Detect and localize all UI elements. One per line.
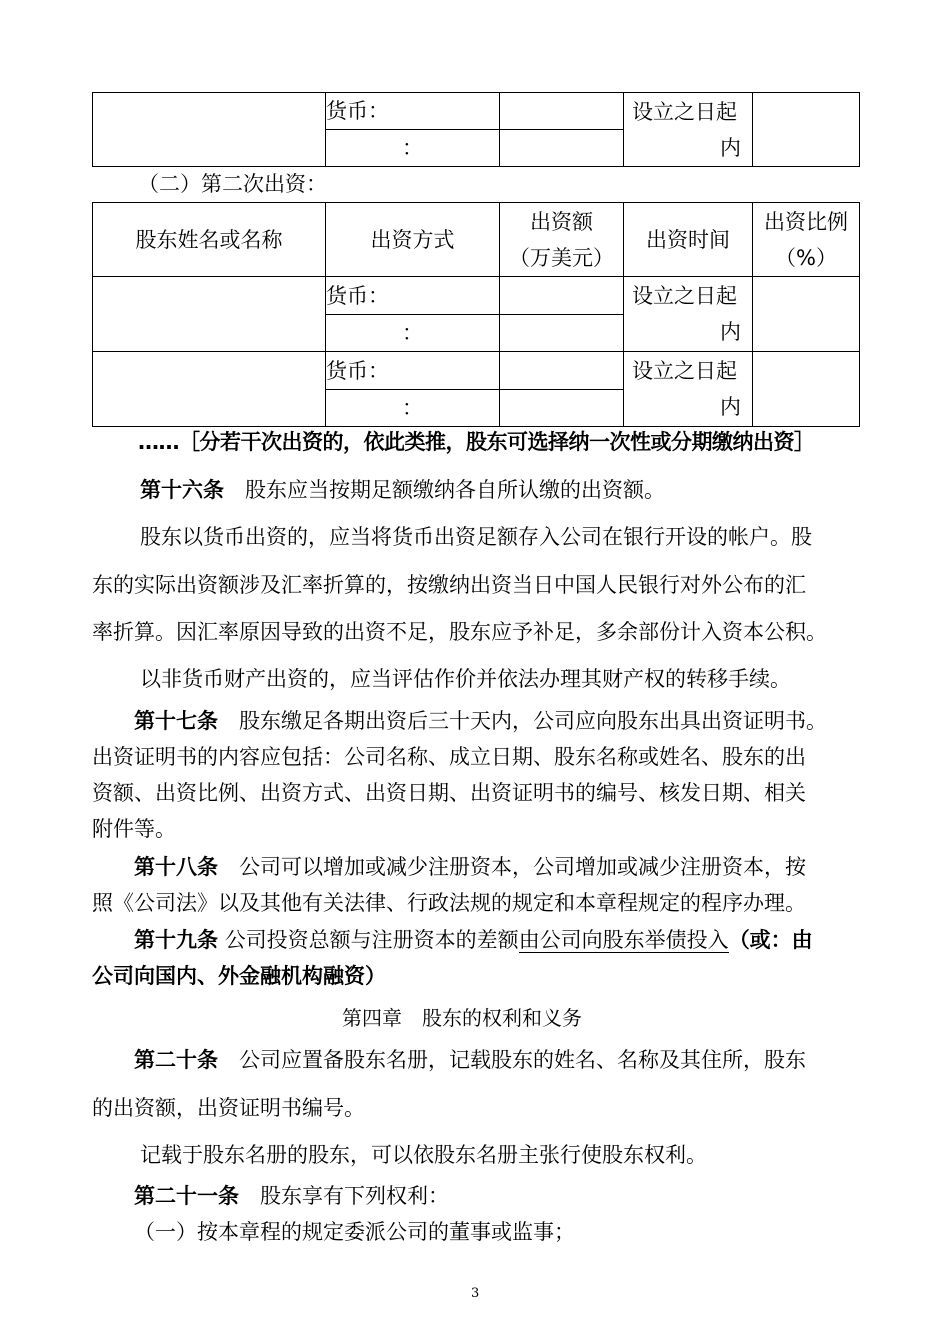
section-second-contribution-label: （二）第二次出资： — [138, 172, 327, 196]
article-19-line-1a: 公司投资总额与注册资本的差额 — [224, 928, 519, 952]
article-16-title: 第十六条 — [140, 478, 224, 502]
time-line-1: 设立之日起 — [632, 99, 737, 124]
article-16-p2-line-1: 股东以货币出资的，应当将货币出资足额存入公司在银行开设的帐户。股 — [140, 525, 812, 549]
time-cell — [624, 93, 753, 167]
article-17-line-4: 附件等。 — [92, 817, 176, 841]
chapter-heading: 第四章 股东的权利和义务 — [342, 1006, 582, 1030]
table-row-method: 货币： — [326, 277, 500, 315]
article-16-p2-line-2: 东的实际出资额涉及汇率折算的，按缴纳出资当日中国人民银行对外公布的汇 — [92, 573, 806, 597]
amount-cell-2 — [500, 130, 624, 167]
article-16-text: 股东应当按期足额缴纳各自所认缴的出资额。 — [245, 478, 665, 502]
table-row-name — [93, 352, 326, 427]
article-18-line-2: 照《公司法》以及其他有关法律、行政法规的规定和本章程规定的程序办理。 — [92, 891, 806, 915]
table-row-ratio — [753, 277, 860, 352]
article-19-line-1b: 由公司向股东举债投入 — [518, 928, 729, 952]
header-amount-line-1: 出资额 — [530, 209, 593, 234]
table-row-amount — [500, 352, 624, 390]
time-line-2: 内 — [720, 135, 741, 160]
table-row-ratio — [753, 352, 860, 427]
table-row-time — [624, 352, 753, 427]
table-row-amount-2 — [500, 315, 624, 352]
article-20-line-1: 公司应置备股东名册，记载股东的姓名、名称及其住所，股东 — [239, 1048, 806, 1072]
article-17-line-3: 资额、出资比例、出资方式、出资日期、出资证明书的编号、核发日期、相关 — [92, 781, 806, 805]
method-cell-2: ： — [326, 130, 500, 167]
table-row-name — [93, 277, 326, 352]
article-21-item-1: （一）按本章程的规定委派公司的董事或监事； — [134, 1220, 575, 1244]
article-20-title: 第二十条 — [134, 1048, 218, 1072]
article-20-p2: 记载于股东名册的股东，可以依股东名册主张行使股东权利。 — [140, 1143, 707, 1167]
header-ratio-line-1: 出资比例 — [764, 209, 848, 234]
article-17-title: 第十七条 — [134, 709, 218, 733]
article-16-p2-line-3: 率折算。因汇率原因导致的出资不足，股东应予补足，多余部份计入资本公积。 — [92, 620, 827, 644]
article-17 — [134, 705, 827, 735]
first-contribution-table — [92, 92, 860, 167]
time-line-2: 内 — [720, 395, 741, 419]
table-row-method-2: ： — [326, 390, 500, 427]
article-18 — [134, 851, 806, 881]
article-19-title: 第十九条 — [134, 928, 218, 952]
article-17-line-1: 股东缴足各期出资后三十天内，公司应向股东出具出资证明书。 — [239, 709, 827, 733]
article-20-line-2: 的出资额，出资证明书编号。 — [92, 1096, 365, 1120]
article-21 — [134, 1180, 449, 1210]
header-ratio-line-2: （%） — [775, 245, 837, 270]
header-time: 出资时间 — [624, 203, 753, 277]
table-row-method-2: ： — [326, 315, 500, 352]
article-19-line-2: 公司向国内、外金融机构融资） — [92, 964, 386, 988]
method-cell: 货币： — [326, 93, 500, 130]
article-17-line-2: 出资证明书的内容应包括：公司名称、成立日期、股东名称或姓名、股东的出 — [92, 745, 806, 769]
header-ratio — [753, 203, 860, 277]
article-21-title: 第二十一条 — [134, 1184, 239, 1208]
header-amount-line-2: （万美元） — [509, 245, 614, 270]
time-line-2: 内 — [720, 320, 741, 344]
time-line-1: 设立之日起 — [632, 284, 737, 308]
article-19-line-1c: （或：由 — [728, 928, 813, 952]
table-row-time — [624, 277, 753, 352]
page-number: 3 — [471, 1286, 480, 1301]
shareholder-name-cell — [93, 93, 326, 167]
amount-cell — [500, 93, 624, 130]
time-line-1: 设立之日起 — [632, 359, 737, 383]
header-method: 出资方式 — [326, 203, 500, 277]
table-row-amount-2 — [500, 390, 624, 427]
ratio-cell — [753, 93, 860, 167]
article-21-text: 股东享有下列权利： — [260, 1184, 449, 1208]
article-18-line-1: 公司可以增加或减少注册资本，公司增加或减少注册资本，按 — [239, 855, 806, 879]
article-16-p3: 以非货币财产出资的，应当评估作价并依法办理其财产权的转移手续。 — [140, 667, 791, 691]
article-19 — [134, 924, 813, 954]
installment-note: ……［分若干次出资的，依此类推，股东可选择纳一次性或分期缴纳出资］ — [138, 430, 815, 454]
second-contribution-table — [92, 202, 860, 427]
article-18-title: 第十八条 — [134, 855, 218, 879]
article-16 — [140, 474, 665, 504]
header-amount — [500, 203, 624, 277]
table-row-amount — [500, 277, 624, 315]
header-name: 股东姓名或名称 — [93, 203, 326, 277]
article-20 — [134, 1044, 806, 1074]
table-row-method: 货币： — [326, 352, 500, 390]
